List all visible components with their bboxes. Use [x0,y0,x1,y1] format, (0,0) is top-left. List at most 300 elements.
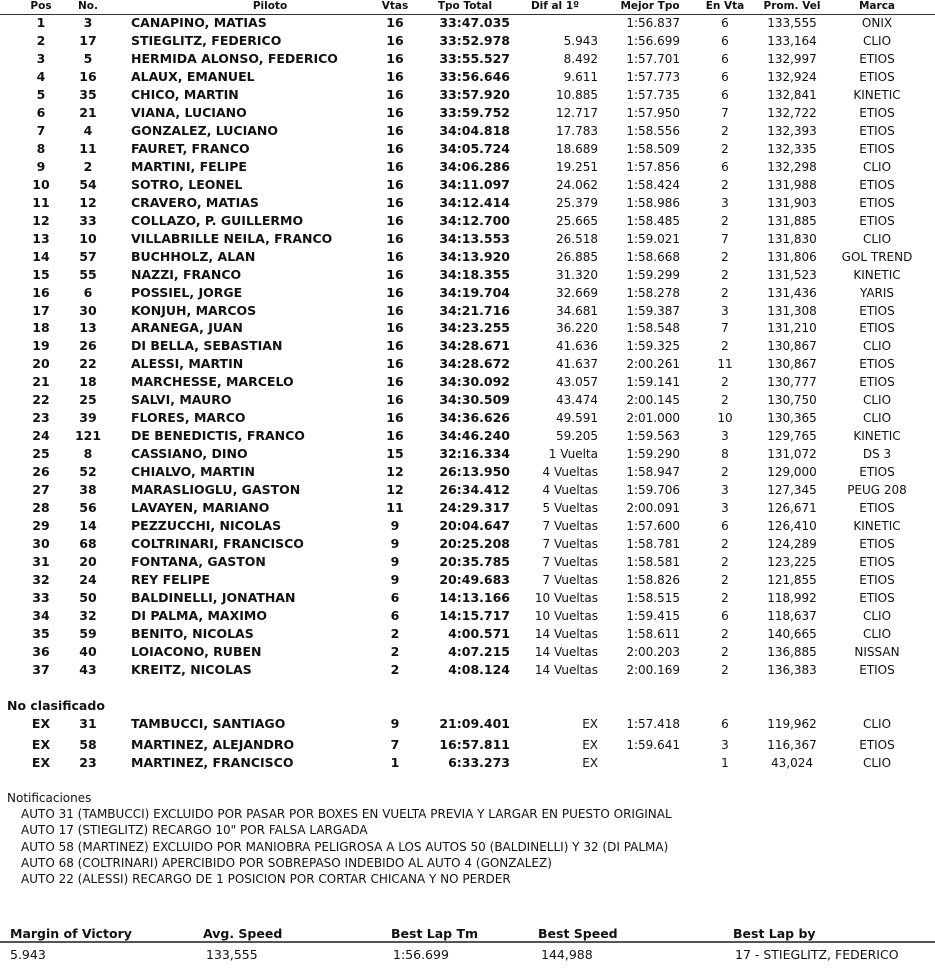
cell-marca: ETIOS [859,573,895,588]
summary-best-lap-by: 17 - STIEGLITZ, FEDERICO [735,947,899,962]
cell-no: 16 [79,68,97,84]
cell-vtas: 16 [386,15,404,30]
cell-vtas: 16 [386,158,404,174]
cell-marca: ETIOS [859,141,895,156]
cell-mejor-tpo: 1:57.701 [626,51,680,66]
cell-prom-vel: 123,225 [767,555,817,570]
cell-vtas: 9 [390,518,400,534]
cell-piloto: CHICO, MARTIN [131,86,239,102]
summary-best-lap-tm: 1:56.699 [393,947,449,962]
cell-tpo-total: 34:12.700 [439,212,510,228]
cell-marca: ETIOS [859,321,895,336]
cell-tpo-total: 14:15.717 [439,608,510,623]
cell-piloto: CRAVERO, MATIAS [131,194,259,210]
cell-prom-vel: 124,289 [767,537,817,552]
cell-mejor-tpo: 1:59.021 [626,231,680,246]
cell-dif: 9.611 [563,69,598,84]
cell-vtas: 2 [390,643,400,659]
cell-marca: ETIOS [859,662,895,677]
cell-en-vta: 2 [721,213,729,228]
cell-mejor-tpo: 1:59.290 [626,447,680,462]
cell-prom-vel: 131,436 [767,285,817,300]
cell-no: 17 [79,32,97,48]
table-row [0,517,935,535]
cell-tpo-total: 34:11.097 [439,176,510,192]
cell-prom-vel: 130,365 [767,411,817,426]
cell-vtas: 16 [386,248,404,264]
cell-mejor-tpo: 2:00.145 [626,393,680,408]
cell-no: 52 [79,464,97,480]
cell-dif: 7 Vueltas [542,573,598,588]
cell-piloto: PEZZUCCHI, NICOLAS [131,518,282,534]
table-row [0,194,935,212]
cell-mejor-tpo: 1:58.781 [626,537,680,552]
cell-dif: 26.518 [556,231,598,246]
cell-tpo-total: 33:57.920 [439,86,510,102]
cell-prom-vel: 131,523 [767,267,817,282]
cell-piloto: ARANEGA, JUAN [131,320,243,336]
cell-dif: 31.320 [556,267,598,282]
cell-marca: ETIOS [859,51,895,66]
header-marca: Marca [858,0,896,12]
cell-en-vta: 6 [721,519,729,534]
cell-vtas: 16 [386,194,404,210]
cell-vtas: 16 [386,32,404,48]
table-row [0,230,935,248]
cell-en-vta: 2 [721,626,729,641]
cell-marca: ETIOS [859,465,895,480]
cell-mejor-tpo: 1:58.515 [626,591,680,606]
cell-mejor-tpo: 1:59.387 [626,303,680,318]
cell-en-vta: 3 [721,429,729,444]
cell-en-vta: 2 [721,537,729,552]
cell-pos: 24 [32,428,50,444]
cell-vtas: 16 [386,122,404,138]
cell-en-vta: 2 [721,573,729,588]
cell-dif: 41.636 [556,339,598,354]
cell-tpo-total: 34:12.414 [439,194,510,210]
cell-dif: 8.492 [563,51,598,66]
cell-no: 25 [79,392,97,408]
cell-vtas: 2 [390,661,400,677]
cell-no: 8 [83,446,93,462]
cell-prom-vel: 132,393 [767,123,817,138]
cell-dif: 10.885 [556,87,598,102]
cell-dif: 4 Vueltas [542,465,598,480]
cell-marca: CLIO [862,756,892,770]
cell-tpo-total: 34:05.724 [439,140,510,156]
cell-tpo-total: 34:28.672 [439,356,510,372]
notification-item: AUTO 58 (MARTINEZ) EXCLUIDO POR MANIOBRA PELIGROSA A LOS AUTOS 50 (BALDINELLI) Y 32 (DI PALMA) [21,839,669,854]
cell-tpo-total: 34:23.255 [439,320,510,336]
cell-piloto: ALESSI, MARTIN [131,356,244,372]
cell-dif: 43.474 [556,393,598,408]
cell-mejor-tpo: 2:01.000 [626,411,680,426]
summary-header-margin: Margin of Victory [10,926,132,941]
cell-en-vta: 2 [721,591,729,606]
cell-en-vta: 3 [721,303,729,318]
cell-mejor-tpo: 1:59.299 [626,267,680,282]
cell-pos: EX [31,755,51,770]
cell-tpo-total: 14:13.166 [439,590,510,606]
cell-en-vta: 7 [721,321,729,336]
cell-marca: ETIOS [859,123,895,138]
cell-no: 59 [79,625,97,641]
cell-marca: CLIO [862,339,892,354]
cell-dif: 34.681 [556,303,598,318]
cell-vtas: 16 [386,392,404,408]
cell-mejor-tpo: 1:57.600 [626,519,680,534]
cell-pos: 32 [32,572,50,588]
cell-pos: 15 [32,266,50,282]
cell-prom-vel: 129,000 [767,465,817,480]
cell-no: 11 [79,140,97,156]
cell-en-vta: 2 [721,267,729,282]
cell-dif: 7 Vueltas [542,555,598,570]
cell-pos: 29 [32,518,50,534]
cell-vtas: 16 [386,140,404,156]
cell-vtas: 16 [386,302,404,318]
cell-mejor-tpo: 2:00.091 [626,501,680,516]
cell-no: 4 [83,122,93,138]
cell-piloto: CANAPINO, MATIAS [131,15,267,30]
cell-en-vta: 6 [721,51,729,66]
cell-vtas: 1 [390,755,400,770]
cell-pos: 7 [36,122,46,138]
cell-prom-vel: 132,924 [767,69,817,84]
cell-en-vta: 3 [721,738,729,752]
cell-marca: CLIO [862,231,892,246]
cell-piloto: SOTRO, LEONEL [131,176,243,192]
cell-vtas: 7 [390,737,400,752]
cell-pos: 23 [32,410,50,426]
results-table-header [0,0,935,15]
table-row [0,391,935,409]
cell-marca: CLIO [862,159,892,174]
cell-dif: 24.062 [556,177,598,192]
cell-vtas: 9 [390,716,400,731]
cell-mejor-tpo: 2:00.169 [626,662,680,677]
cell-dif: EX [582,717,598,731]
cell-en-vta: 7 [721,231,729,246]
summary-header-best-speed: Best Speed [538,926,618,941]
cell-tpo-total: 26:13.950 [439,464,510,480]
cell-en-vta: 3 [721,195,729,210]
cell-dif: 14 Vueltas [534,662,598,677]
cell-dif: 41.637 [556,357,598,372]
cell-mejor-tpo: 1:58.947 [626,465,680,480]
cell-no: 30 [79,302,97,318]
cell-dif: 10 Vueltas [534,591,598,606]
cell-pos: 14 [32,248,50,264]
cell-prom-vel: 130,750 [767,393,817,408]
table-row [0,284,935,302]
cell-dif: 14 Vueltas [534,644,598,659]
cell-marca: ETIOS [859,738,895,752]
cell-dif: 32.669 [556,285,598,300]
cell-dif: 7 Vueltas [542,537,598,552]
cell-prom-vel: 133,164 [767,33,817,48]
table-row [0,589,935,607]
cell-no: 14 [79,518,97,534]
cell-piloto: COLLAZO, P. GUILLERMO [131,212,304,228]
cell-no: 40 [79,643,97,659]
cell-tpo-total: 34:06.286 [439,158,510,174]
cell-pos: 12 [32,212,50,228]
cell-prom-vel: 127,345 [767,483,817,498]
cell-marca: ETIOS [859,303,895,318]
cell-dif: 1 Vuelta [548,447,598,462]
cell-pos: 27 [32,482,50,498]
cell-no: 22 [79,356,97,372]
cell-no: 10 [79,230,97,246]
cell-en-vta: 2 [721,375,729,390]
table-row [0,140,935,158]
cell-piloto: BENITO, NICOLAS [131,625,254,641]
cell-tpo-total: 32:16.334 [439,446,510,462]
cell-marca: ETIOS [859,375,895,390]
cell-marca: NISSAN [854,644,900,659]
cell-en-vta: 2 [721,339,729,354]
cell-no: 26 [79,338,97,354]
cell-vtas: 6 [390,608,400,623]
cell-tpo-total: 34:46.240 [439,428,510,444]
cell-piloto: MARTINI, FELIPE [131,158,247,174]
cell-piloto: FONTANA, GASTON [131,554,266,570]
cell-dif: 25.379 [556,195,598,210]
cell-pos: 4 [36,68,46,84]
cell-tpo-total: 34:30.509 [439,392,510,408]
table-row [0,248,935,266]
table-row [0,409,935,427]
cell-no: 54 [79,176,97,192]
table-row [0,158,935,176]
cell-no: 20 [79,554,97,570]
cell-vtas: 16 [386,68,404,84]
cell-mejor-tpo: 2:00.203 [626,644,680,659]
cell-marca: ETIOS [859,195,895,210]
cell-vtas: 9 [390,554,400,570]
cell-piloto: LOIACONO, RUBEN [131,643,262,659]
cell-tpo-total: 4:07.215 [448,643,510,659]
cell-tpo-total: 34:36.626 [439,410,510,426]
cell-no: 58 [79,737,97,752]
cell-dif: EX [582,738,598,752]
cell-vtas: 12 [386,482,404,498]
cell-no: 31 [79,716,97,731]
cell-piloto: NAZZI, FRANCO [131,266,242,282]
cell-marca: ETIOS [859,501,895,516]
cell-en-vta: 2 [721,393,729,408]
cell-pos: EX [31,716,51,731]
cell-tpo-total: 34:19.704 [439,284,510,300]
cell-mejor-tpo: 1:59.641 [626,738,680,752]
cell-mejor-tpo: 1:58.611 [626,626,680,641]
cell-prom-vel: 43,024 [771,756,813,770]
table-row [0,625,935,643]
header-prom-vel: Prom. Vel [763,0,821,12]
header-dif: Dif al 1º [530,0,580,12]
cell-no: 38 [79,482,97,498]
cell-vtas: 16 [386,230,404,246]
cell-piloto: STIEGLITZ, FEDERICO [131,32,282,48]
cell-marca: CLIO [862,393,892,408]
summary-header-best-lap-tm: Best Lap Tm [391,926,479,941]
cell-no: 32 [79,608,97,623]
cell-pos: 31 [32,554,50,570]
cell-dif: 36.220 [556,321,598,336]
cell-prom-vel: 118,992 [767,591,817,606]
cell-tpo-total: 33:47.035 [439,15,510,30]
cell-tpo-total: 20:25.208 [439,536,510,552]
cell-tpo-total: 4:08.124 [448,661,510,677]
cell-no: 121 [74,428,102,444]
cell-prom-vel: 132,335 [767,141,817,156]
notification-item: AUTO 17 (STIEGLITZ) RECARGO 10" POR FALSA LARGADA [21,823,368,838]
cell-dif: 19.251 [556,159,598,174]
summary-header-best-lap-by: Best Lap by [733,926,816,941]
cell-mejor-tpo: 1:59.141 [626,375,680,390]
cell-no: 2 [83,158,93,174]
table-row [0,319,935,337]
cell-marca: ETIOS [859,555,895,570]
cell-prom-vel: 131,885 [767,213,817,228]
cell-prom-vel: 131,830 [767,231,817,246]
cell-pos: 20 [32,356,50,372]
cell-prom-vel: 118,637 [767,609,817,623]
cell-prom-vel: 131,988 [767,177,817,192]
cell-marca: CLIO [862,626,892,641]
cell-pos: 3 [36,50,46,66]
cell-piloto: CHIALVO, MARTIN [131,464,255,480]
cell-piloto: ALAUX, EMANUEL [131,68,255,84]
cell-marca: ETIOS [859,537,895,552]
cell-marca: KINETIC [853,87,901,102]
cell-vtas: 16 [386,284,404,300]
table-row [0,553,935,571]
cell-prom-vel: 140,665 [767,626,817,641]
table-row [0,68,935,86]
cell-vtas: 16 [386,356,404,372]
cell-no: 55 [79,266,97,282]
cell-vtas: 16 [386,176,404,192]
cell-tpo-total: 20:04.647 [439,518,510,534]
cell-prom-vel: 121,855 [767,573,817,588]
header-en-vta: En Vta [705,0,745,12]
cell-piloto: REY FELIPE [131,572,210,588]
cell-en-vta: 2 [721,285,729,300]
cell-tpo-total: 34:04.818 [439,122,510,138]
cell-vtas: 16 [386,266,404,282]
cell-piloto: MARCHESSE, MARCELO [131,374,294,390]
cell-en-vta: 6 [721,33,729,48]
header-tpo-total: Tpo Total [437,0,493,12]
cell-mejor-tpo: 1:57.773 [626,69,680,84]
table-row [0,32,935,50]
cell-en-vta: 6 [721,16,729,30]
cell-tpo-total: 21:09.401 [439,716,510,731]
cell-pos: 10 [32,176,50,192]
cell-mejor-tpo: 1:56.837 [626,16,680,30]
cell-marca: CLIO [862,717,892,731]
cell-no: 35 [79,86,97,102]
cell-tpo-total: 33:52.978 [439,32,510,48]
summary-avg-speed: 133,555 [206,947,258,962]
table-row [0,643,935,661]
notification-item: AUTO 68 (COLTRINARI) APERCIBIDO POR SOBREPASO INDEBIDO AL AUTO 4 (GONZALEZ) [21,855,552,870]
cell-pos: 36 [32,643,50,659]
table-row [0,463,935,481]
table-row [0,427,935,445]
cell-mejor-tpo: 1:58.826 [626,573,680,588]
cell-prom-vel: 130,867 [767,357,817,372]
cell-vtas: 16 [386,374,404,390]
table-row [0,661,935,679]
cell-marca: DS 3 [862,447,892,462]
cell-pos: 25 [32,446,50,462]
cell-piloto: VILLABRILLE NEILA, FRANCO [131,230,333,246]
notification-item: AUTO 22 (ALESSI) RECARGO DE 1 POSICION POR CORTAR CHICANA Y NO PERDER [21,872,511,887]
table-row [0,212,935,230]
cell-prom-vel: 130,777 [767,375,817,390]
cell-tpo-total: 34:28.671 [439,338,510,354]
cell-piloto: BUCHHOLZ, ALAN [131,248,256,264]
cell-marca: ETIOS [859,177,895,192]
cell-mejor-tpo: 1:56.699 [626,33,680,48]
cell-vtas: 9 [390,572,400,588]
table-row [0,715,935,733]
cell-pos: 16 [32,284,50,300]
cell-prom-vel: 131,308 [767,303,817,318]
no-clasificado-title: No clasificado [7,698,105,713]
cell-en-vta: 2 [721,141,729,156]
cell-piloto: FLORES, MARCO [131,410,246,426]
table-row [0,104,935,122]
cell-vtas: 16 [386,428,404,444]
cell-piloto: LAVAYEN, MARIANO [131,500,270,516]
cell-mejor-tpo: 1:58.278 [626,285,680,300]
cell-vtas: 16 [386,338,404,354]
cell-dif: 17.783 [556,123,598,138]
cell-mejor-tpo: 1:58.548 [626,321,680,336]
cell-prom-vel: 131,806 [767,249,817,264]
cell-marca: CLIO [862,33,892,48]
cell-piloto: CASSIANO, DINO [131,446,248,462]
cell-marca: CLIO [862,411,892,426]
cell-marca: YARIS [859,285,895,300]
cell-mejor-tpo: 1:59.563 [626,429,680,444]
cell-en-vta: 2 [721,644,729,659]
cell-en-vta: 6 [721,69,729,84]
header-no: No. [78,0,98,12]
cell-en-vta: 2 [721,123,729,138]
cell-pos: 18 [32,320,50,336]
cell-pos: 26 [32,464,50,480]
table-row [0,754,935,772]
cell-en-vta: 7 [721,105,729,120]
notification-item: AUTO 31 (TAMBUCCI) EXCLUIDO POR PASAR POR BOXES EN VUELTA PREVIA Y LARGAR EN PUESTO ORIGINAL [21,807,672,821]
cell-tpo-total: 34:13.920 [439,248,510,264]
cell-dif: 49.591 [556,411,598,426]
cell-vtas: 16 [386,320,404,336]
cell-tpo-total: 34:21.716 [439,302,510,318]
cell-no: 21 [79,104,97,120]
cell-marca: KINETIC [853,519,901,534]
cell-piloto: SALVI, MAURO [131,392,232,408]
cell-prom-vel: 132,722 [767,105,817,120]
cell-mejor-tpo: 1:58.556 [626,123,680,138]
cell-piloto: KREITZ, NICOLAS [131,661,252,677]
